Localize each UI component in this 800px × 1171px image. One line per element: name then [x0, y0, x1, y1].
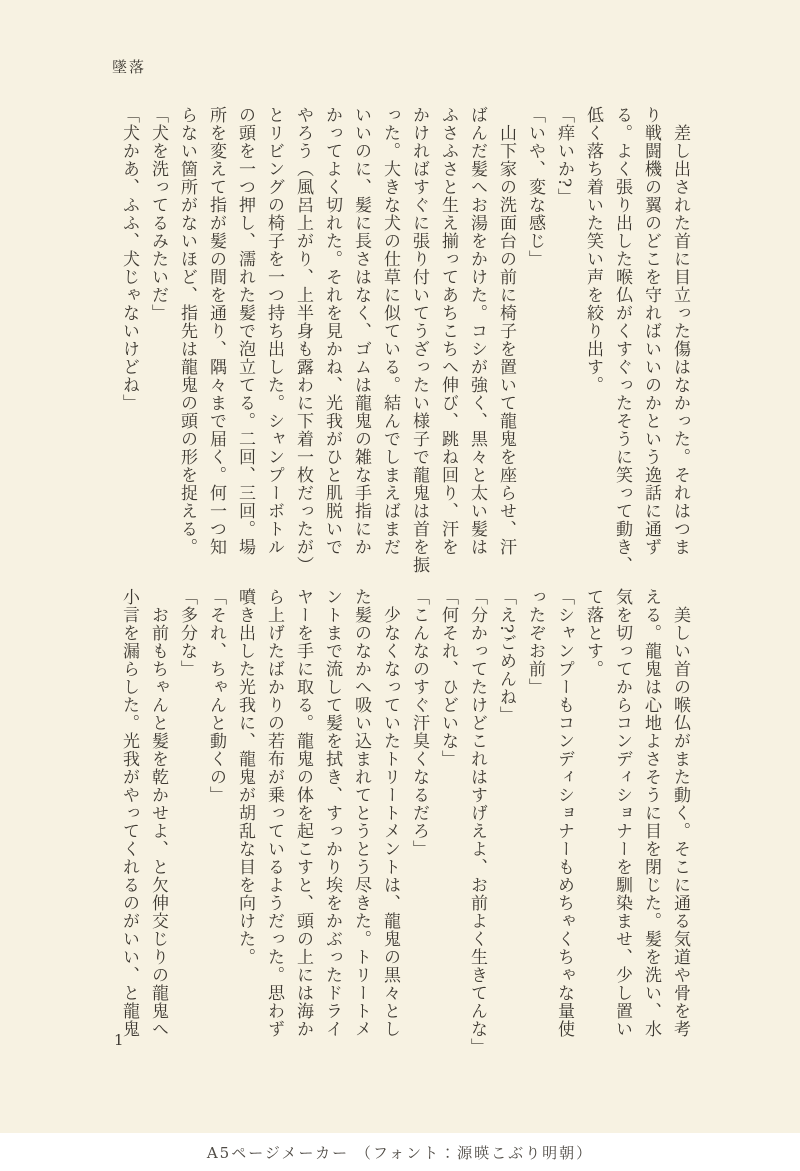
text-line: らない箇所がないほど、指先は龍鬼の頭の形を捉える。 — [177, 106, 197, 556]
text-line: 「こんなのすぐ汗臭くなるだろ」 — [409, 588, 429, 858]
text-line: の頭を一つ押し、濡れた髪で泡立てる。二回、三回。場 — [235, 106, 255, 556]
page-number: 1 — [114, 1031, 124, 1049]
text-line: た髪のなかへ吸い込まれてとうとう尽きた。トリートメ — [351, 588, 371, 1038]
text-line: 「え?ごめんね」 — [496, 588, 516, 725]
text-line: 気を切ってからコンディショナーを馴染ませ、少し置い — [612, 588, 632, 1038]
top-text-block — [114, 106, 694, 580]
text-line: かってよく切れた。それを見かね、光我がひと肌脱いで — [322, 106, 342, 556]
text-line: 噴き出した光我に、龍鬼が胡乱な目を向けた。 — [235, 588, 255, 966]
text-line: る。よく張り出した喉仏がくすぐったそうに笑って動き、 — [612, 106, 632, 574]
text-line: いいのに、髪に長さはなく、ゴムは龍鬼の雑な手指にか — [351, 106, 371, 556]
text-line: 「犬かあ、ふふ、犬じゃないけどね」 — [119, 106, 139, 412]
text-line: 「それ、ちゃんと動くの」 — [206, 588, 226, 804]
text-line: ントまで流して髪を拭き、すっかり埃をかぶったドライ — [322, 588, 342, 1038]
text-line: 「分かってたけどこれはすげえよ、お前よく生きてんな」 — [467, 588, 487, 1056]
text-line: 山下家の洗面台の前に椅子を置いて龍鬼を座らせ、汗 — [496, 106, 516, 556]
bottom-text-block — [114, 588, 694, 1062]
text-line: て落とす。 — [583, 588, 603, 678]
text-line: ヤーを手に取る。龍鬼の体を起こすと、頭の上には海か — [293, 588, 313, 1038]
text-line: 所を変えて指が髪の間を通り、隅々まで届く。何一つ知 — [206, 106, 226, 556]
text-line: 「いや、変な感じ」 — [525, 106, 545, 268]
text-line: かければすぐに張り付いてうざったい様子で龍鬼は首を振 — [409, 106, 429, 574]
text-line: 少なくなっていたトリートメントは、龍鬼の黒々とし — [380, 588, 400, 1038]
text-line: ったぞお前」 — [525, 588, 545, 696]
text-line: 「痒いか?」 — [554, 106, 574, 207]
text-line: 「シャンプーもコンディショナーもめちゃくちゃな量使 — [554, 588, 574, 1038]
text-line: 「犬を洗ってるみたいだ」 — [148, 106, 168, 322]
text-line: とリビングの椅子を一つ持ち出した。シャンプーボトル — [264, 106, 284, 556]
text-line: 美しい首の喉仏がまた動く。そこに通る気道や骨を考 — [670, 588, 690, 1038]
text-line: やろう（風呂上がり、上半身も露わに下着一枚だったが） — [293, 106, 313, 574]
footer-caption: A5ページメーカー （フォント：源暎こぶり明朝） — [206, 1143, 594, 1162]
text-line: える。龍鬼は心地よさそうに目を閉じた。髪を洗い、水 — [641, 588, 661, 1038]
text-line: 「何それ、ひどいな」 — [438, 588, 458, 768]
text-line: お前もちゃんと髪を乾かせよ、と欠伸交じりの龍鬼へ — [148, 588, 168, 1038]
text-line: 小言を漏らした。光我がやってくれるのがいい、と龍鬼 — [119, 588, 139, 1038]
footer — [0, 1133, 800, 1171]
text-line: 「多分な」 — [177, 588, 197, 678]
text-line: ら上げたばかりの若布が乗っているようだった。思わず — [264, 588, 284, 1038]
text-line: ふさふさと生え揃ってあちこちへ伸び、跳ね回り、汗を — [438, 106, 458, 556]
text-line: り戦闘機の翼のどこを守ればいいのかという逸話に通ず — [641, 106, 661, 556]
text-line: ばんだ髪へお湯をかけた。コシが強く、黒々と太い髪は — [467, 106, 487, 556]
text-line: 低く落ち着いた笑い声を絞り出す。 — [583, 106, 603, 394]
doc-title: 墜落 — [112, 58, 147, 76]
text-line: った。大きな犬の仕草に似ている。結んでしまえばまだ — [380, 106, 400, 556]
text-line: 差し出された首に目立った傷はなかった。それはつま — [670, 106, 690, 556]
